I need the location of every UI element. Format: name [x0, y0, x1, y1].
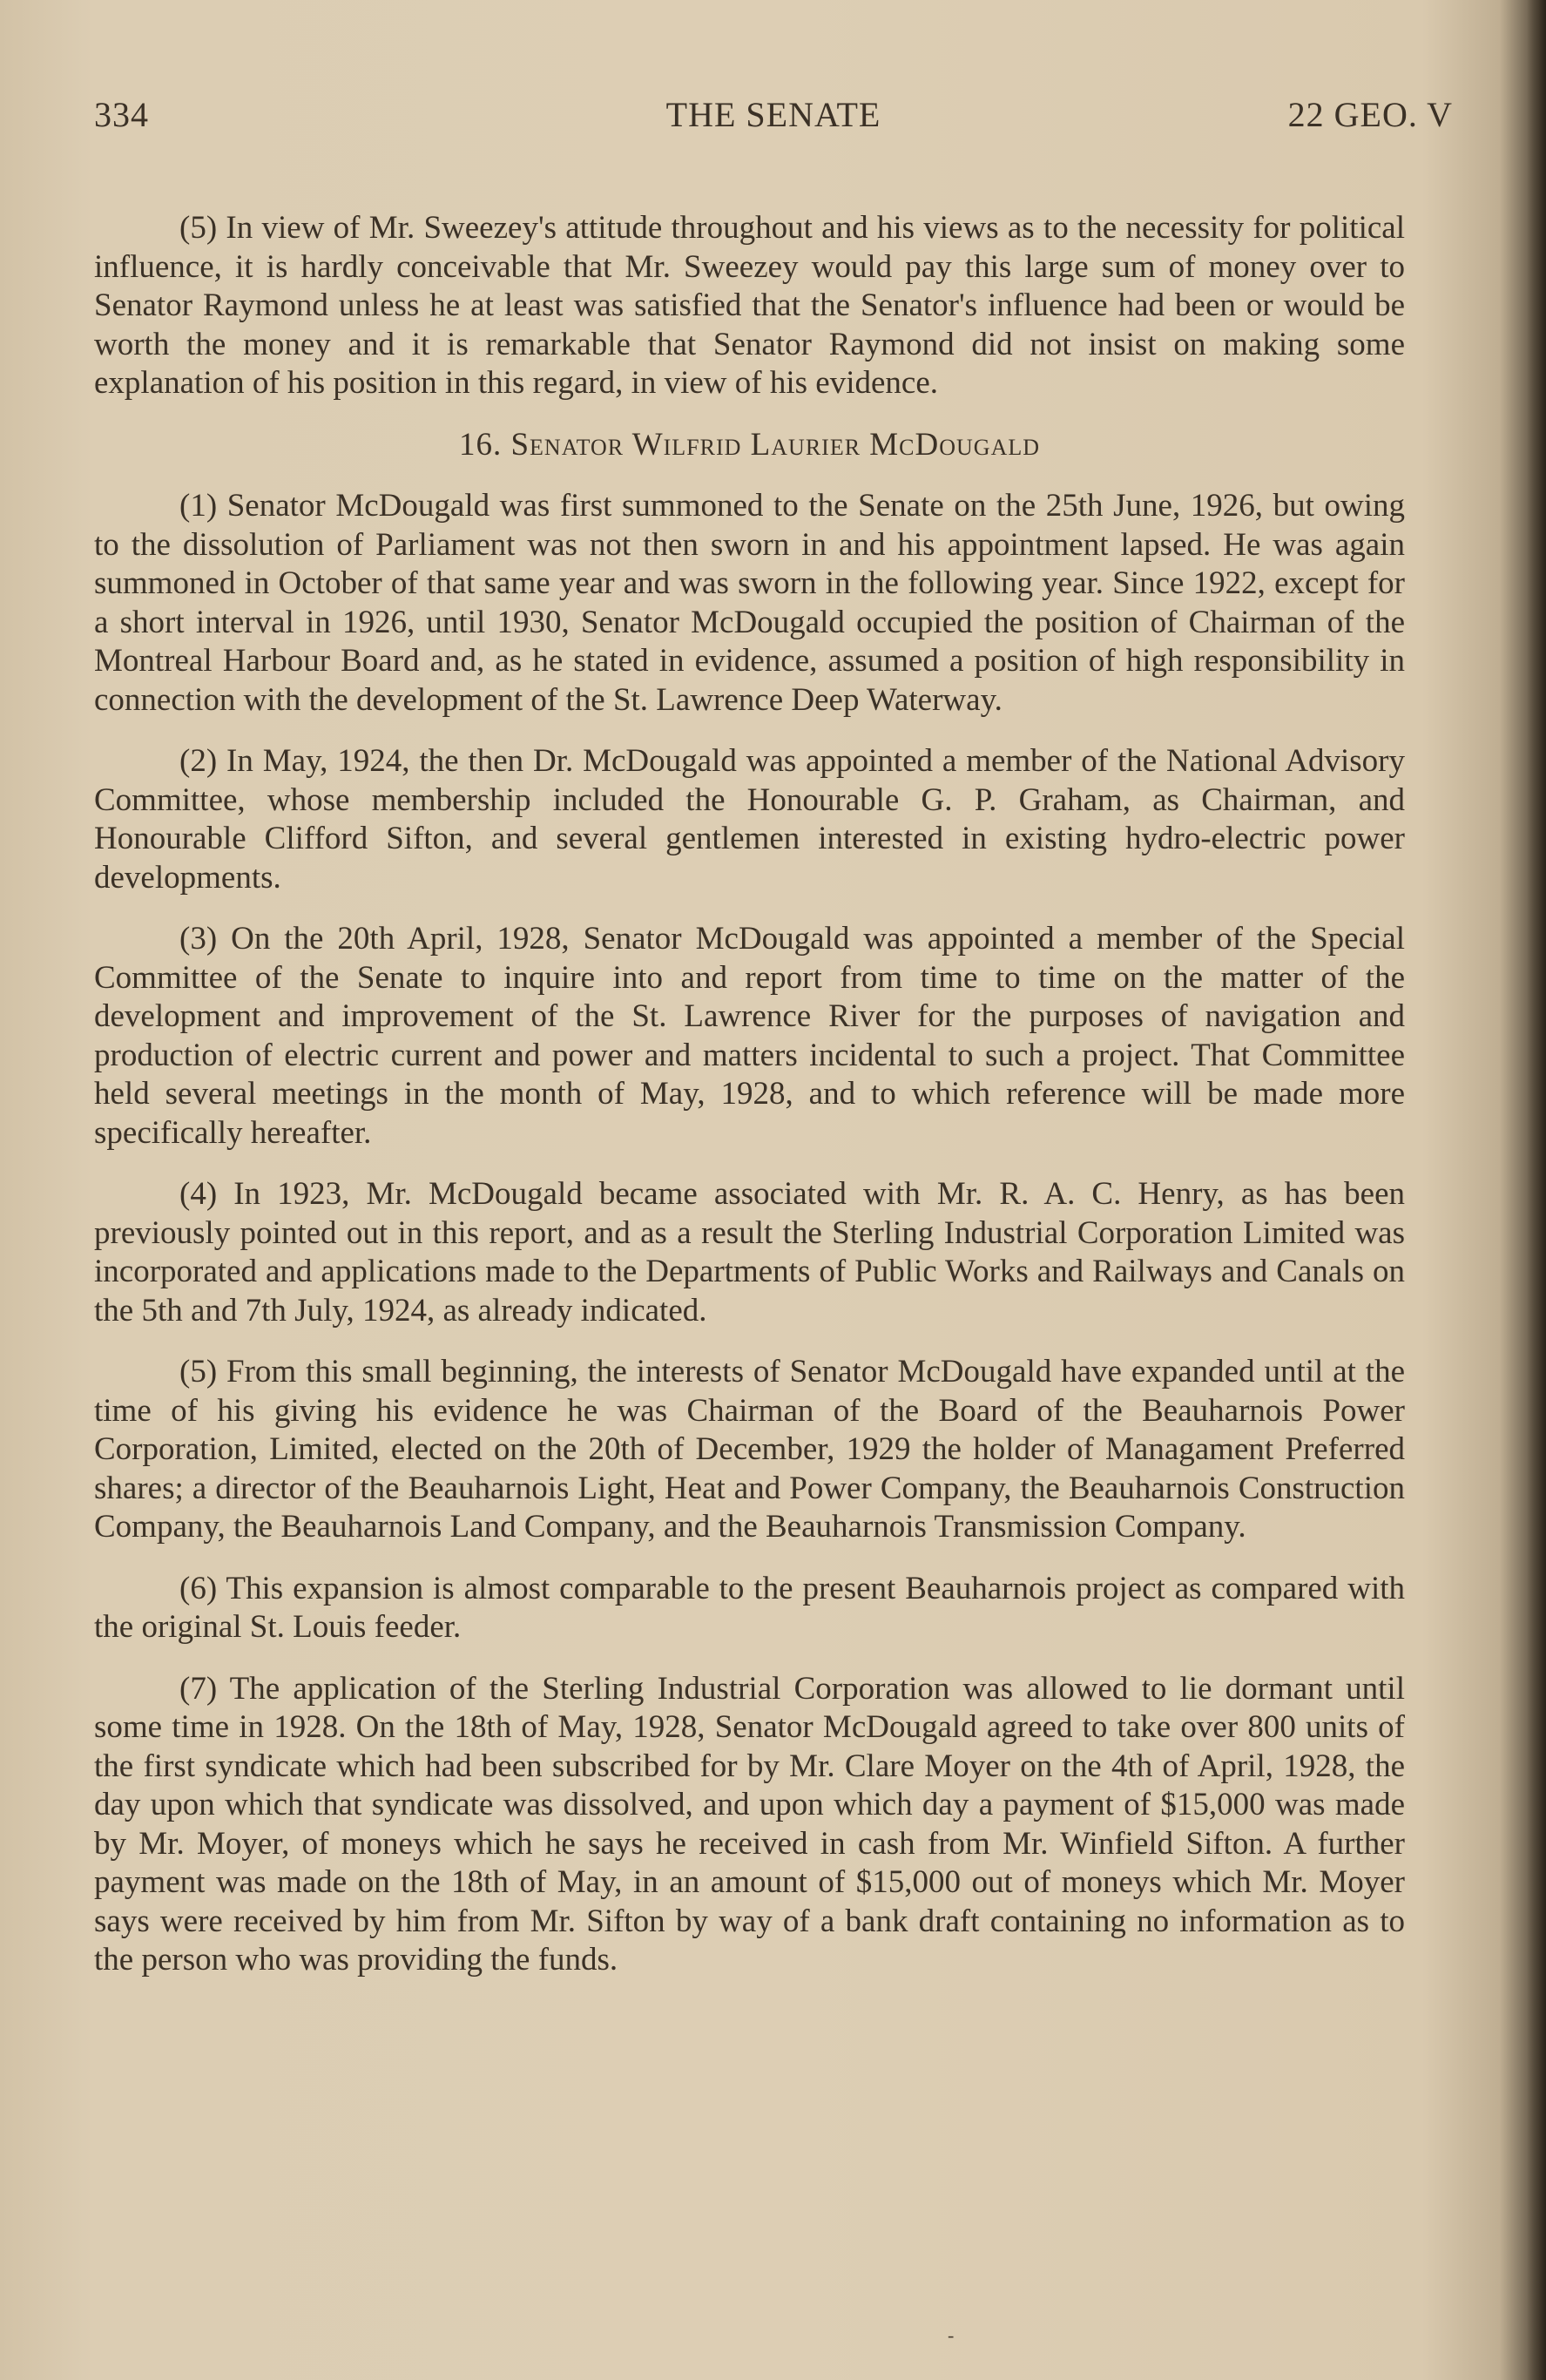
paragraph-4: (4) In 1923, Mr. McDougald became associated with Mr. R. A. C. Henry, as has been previously pointed out in this report, and as a result the Sterling Industrial Corporation Limited was incorporated and applications made to the Departments of Public Works and Railways and Canals on the 5th and 7th July, 1924, as already indicated.: [94, 1176, 1405, 1329]
body-text: [94, 209, 1405, 2003]
paragraph-1: (1) Senator McDougald was first summoned to the Senate on the 25th June, 1926, but owing to the dissolution of Parliament was not then sworn in and his appointment lapsed. He was again summoned in October of that same year and was sworn in the following year. Since 1922, except for a short interval in 1926, until 1930, Senator McDougald occupied the position of Chairman of the Montreal Harbour Board and, as he stated in evidence, assumed a position of high responsibility in connection with the development of the St. Lawrence Deep Waterway.: [94, 488, 1405, 718]
regnal-year: 22 GEO. V: [1287, 95, 1453, 134]
section-heading: 16. Senator Wilfrid Laurier McDougald: [458, 426, 1041, 463]
paragraph-5: (5) From this small beginning, the interests of Senator McDougald have expanded until at the time of his giving his evidence he was Chairman of the Board of the Beauharnois Power Corporation, Limited, elected on the 20th of December, 1929 the holder of Managament Preferred shares; a director of the Beauharnois Light, Heat and Power Company, the Beauharnois Construction Company, the Beauharnois Land Company, and the Beauharnois Transmission Company.: [94, 1354, 1405, 1545]
paragraph-2: (2) In May, 1924, the then Dr. McDougald was appointed a member of the National Advisory Committee, whose membership included the Honourable G. P. Graham, as Chairman, and Honourable Clifford Sifton, and several gentlemen interested in existing hydro-electric power developments.: [94, 743, 1405, 896]
running-title: THE SENATE: [665, 95, 881, 134]
paragraph-3: (3) On the 20th April, 1928, Senator McDougald was appointed a member of the Special Committee of the Senate to inquire into and report from time to time on the matter of the development and improvement of the St. Lawrence River for the purposes of navigation and production of electric current and power and matters incidental to such a project. That Committee held several meetings in the month of May, 1928, and to which reference will be made more specifically hereafter.: [94, 921, 1405, 1151]
paragraph-7: (7) The application of the Sterling Industrial Corporation was allowed to lie dormant until some time in 1928. On the 18th of May, 1928, Senator McDougald agreed to take over 800 units of the first syndicate which had been subscribed for by Mr. Clare Moyer on the 4th of April, 1928, the day upon which that syndicate was dissolved, and upon which day a payment of $15,000 was made by Mr. Moyer, of moneys which he says he received in cash from Mr. Winfield Sifton. A further payment was made on the 18th of May, in an amount of $15,000 out of moneys which Mr. Moyer says were received by him from Mr. Sifton by way of a bank draft containing no information as to the person who was providing the funds.: [94, 1670, 1405, 1978]
paragraph-6: (6) This expansion is almost comparable to the present Beauharnois project as compared with the original St. Louis feeder.: [94, 1570, 1405, 1645]
running-header: [94, 94, 1453, 146]
paragraph-5-raymond: (5) In view of Mr. Sweezey's attitude throughout and his views as to the necessity for political influence, it is hardly conceivable that Mr. Sweezey would pay this large sum of money over to Senator Raymond unless he at least was satisfied that the Senator's influence had been or would be worth the money and it is remarkable that Senator Raymond did not insist on making some explanation of his position in this regard, in view of his evidence.: [94, 210, 1405, 401]
page-number: 334: [94, 95, 149, 134]
page-edge-shadow: [1527, 0, 1546, 2380]
footer-mark: -: [948, 2324, 955, 2346]
